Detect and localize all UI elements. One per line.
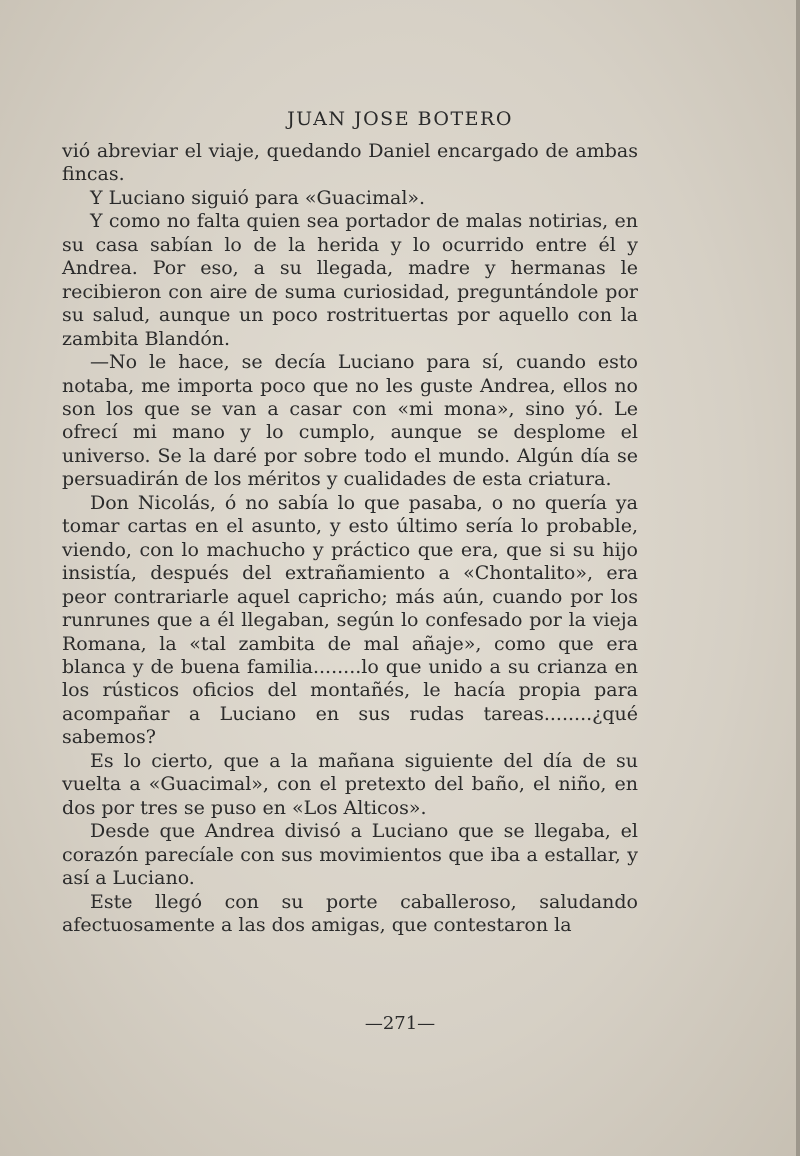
paragraph: Y como no falta quien sea portador de malas notirias, en su casa sabían lo de la herida y lo ocurrido entre él y Andrea. Por eso, a su llegada, madre y hermanas le recibieron con aire de suma curiosidad, preguntándole por su salud, aunque un poco rostrituertas por aquello con la zambita Blandón. (62, 210, 638, 350)
paragraph: Es lo cierto, que a la mañana siguiente del día de su vuelta a «Guacimal», con el pretexto del baño, el niño, en dos por tres se puso en «Los Alticos». (62, 749, 638, 819)
page-edge (796, 0, 800, 1156)
paragraph: Y Luciano siguió para «Guacimal». (90, 186, 426, 209)
page-number: —271— (364, 1013, 436, 1034)
paragraph: Desde que Andrea divisó a Luciano que se llegaba, el corazón parecíale con sus movimientos que iba a estallar, y así a Luciano. (62, 820, 638, 890)
paragraph: Don Nicolás, ó no sabía lo que pasaba, o no quería ya tomar cartas en el asunto, y esto último sería lo probable, viendo, con lo machucho y práctico que era, que si su hijo insistía, después del extrañamiento a «Chontalito», era peor contrariarle aquel capricho; más aún, cuando por los runrunes que a él llegaban, según lo confesado por la vieja Romana, la «tal zambita de mal añaje», como que era blanca y de buena familia........lo que unido a su crianza en los rústicos oficios del montañés, le hacía propia para acompañar a Luciano en sus rudas tareas........¿qué sabemos? (62, 491, 638, 749)
paragraph: vió abreviar el viaje, quedando Daniel encargado de ambas fincas. (62, 140, 638, 186)
running-header: JUAN JOSE BOTERO (287, 108, 513, 130)
paragraph: —No le hace, se decía Luciano para sí, cuando esto notaba, me importa poco que no les guste Andrea, ellos no son los que se van a casar con «mi mona», sino yó. Le ofrecí mi mano y lo cumplo, aunque se desplome el universo. Se la daré por sobre todo el mundo. Algún día se persuadirán de los méritos y cualidades de esta criatura. (62, 351, 638, 491)
paragraph: Este llegó con su porte caballeroso, saludando afectuosamente a las dos amigas, que contestaron la (62, 890, 638, 936)
body-text (62, 140, 638, 937)
